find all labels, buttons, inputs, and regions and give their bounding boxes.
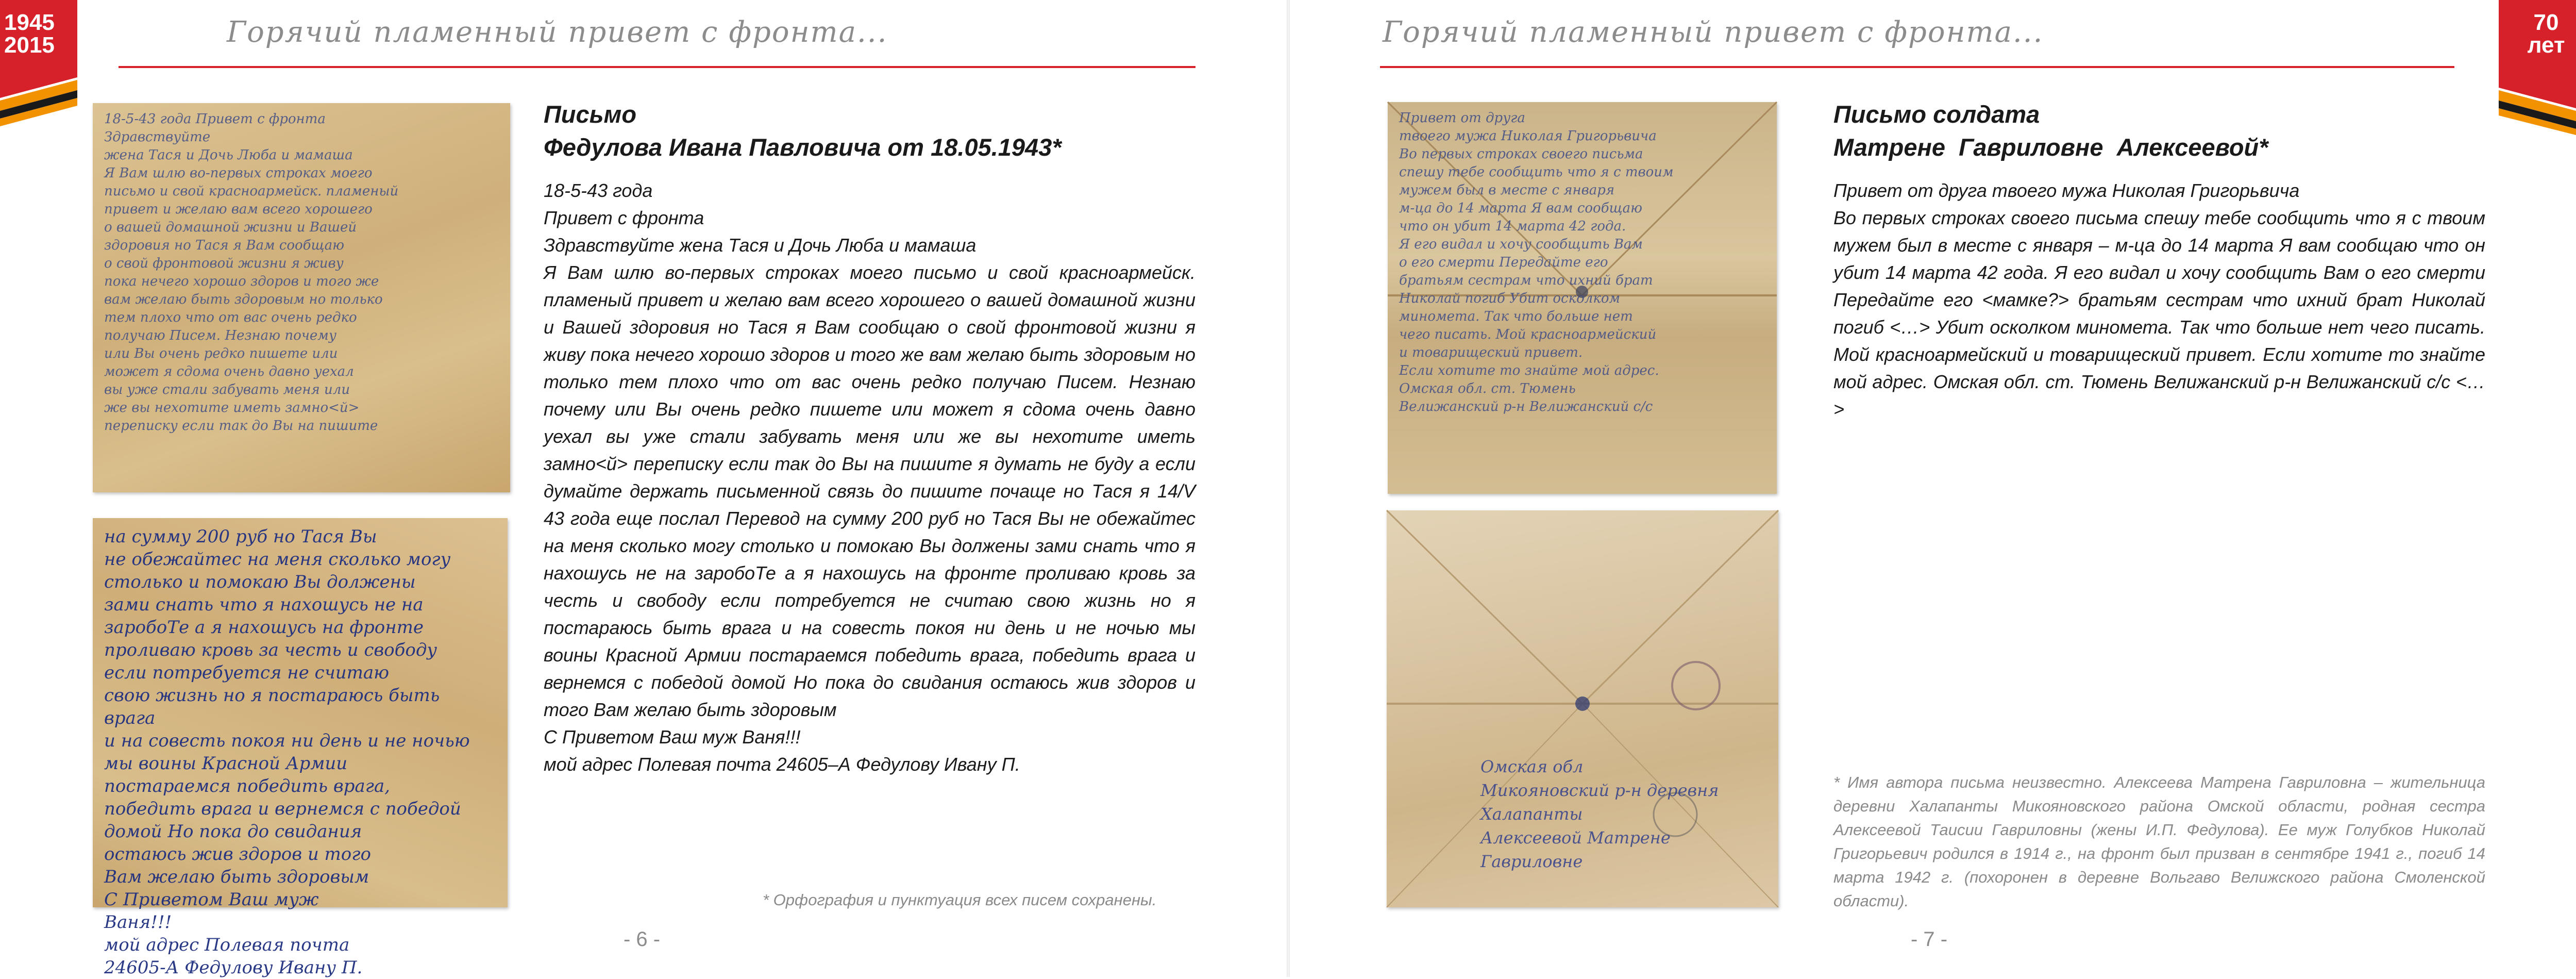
header-rule: [119, 66, 1196, 68]
letter-transcript: [1833, 177, 2485, 423]
letter-photo-envelope-outside: [1387, 510, 1778, 907]
transcript-line: Здравствуйте жена Тася и Дочь Люба и мамаша: [544, 235, 976, 256]
transcript-line: 18-5-43 года: [544, 180, 653, 201]
transcript-paragraph: Я Вам шлю во-первых строках моего письмо и свой красноармейск. пламеный привет и желаю вам всего хорошего о вашей домашной жизни и Вашей здоровия но Тася я Вам сообщаю о свой фронтовой жизни я живу пока нечего хорошо здоров и того же вам желаю быть здоровым но только тем плохо что от вас очень редко получаю Писем. Незнаю почему или Вы очень редко пишете или может я сдома очень давно уехал вы уже стали забувать меня или же вы нехотите иметь замно<й> переписку если так до Вы на пишите я думать не буду а если думайте держать письменной связь до пишите почаще но Тася я 14/V 43 года еще послал Перевод на сумму 200 руб но Тася Вы не обежайтес на меня сколько могу столько и помокаю Вы должены зами снать что я нахошусь не на заробоТе а я нахошусь на фронте проливаю кровь за честь и свободу если потребуется не считаю свою жизнь но я постараюсь быть врага и на совесть покоя ни день и не ночью мы воины Красной Армии постараемся победить врага, победить врага и вернемся с победой домой Но пока до свидания остаюсь жив здоров и того Вам желаю быть здоровым: [544, 262, 1196, 720]
transcript-line: Привет от друга твоего мужа Николая Григорьвича: [1833, 180, 2300, 201]
heading-line-2: Матрене Гавриловне Алексеевой*: [1833, 134, 2268, 161]
header-rule: [1380, 66, 2454, 68]
badge-number: 70: [2533, 10, 2559, 35]
letter-photo-page2: [93, 518, 508, 978]
badge-label: лет: [2527, 32, 2565, 58]
letter-heading: [1833, 98, 2503, 164]
page-number: - 7 -: [1911, 928, 1948, 951]
envelope-address-text: Омская обл Микояновский р-н деревня Халапанты Алексеевой Матрене Гавриловне: [1480, 757, 1719, 871]
transcript-line: мой адрес Полевая почта 24605–А Федулову Ивану П.: [544, 754, 1020, 775]
badge-year-start: 1945: [4, 10, 55, 35]
heading-line-1: Письмо: [544, 101, 637, 128]
running-head: Горячий пламенный привет с фронта...: [1383, 15, 2044, 49]
letter-heading: [544, 98, 1214, 164]
transcript-line: Привет с фронта: [544, 207, 704, 228]
anniversary-badge-left: [0, 0, 82, 103]
letter-photo-page1: [93, 103, 510, 492]
letter-transcript: [544, 177, 1196, 778]
left-page: [0, 0, 1287, 977]
handwritten-letter-text: на сумму 200 руб но Тася Вы не обежайтес на меня сколько могу столько и помокаю Вы должены зами снать что я нахошусь не на заробоТе а я нахошусь на фронте проливаю кровь за честь и свободу если потребуется не считаю свою жизнь но я постараюсь быть врага и на совесть покоя ни день и не ночью мы воины Красной Армии постараемся победить врага, победить врага и вернемся с победой домой Но пока до свидания остаюсь жив здоров и того Вам желаю быть здоровым С Приветом Ваш муж Ваня!!! мой адрес Полевая почта 24605-А Федулову Ивану П.: [104, 526, 470, 978]
letter-photo-envelope-inside: [1388, 102, 1777, 494]
anniversary-badge-right: [2494, 0, 2576, 103]
footnote: * Орфография и пунктуация всех писем сохранены.: [763, 891, 1157, 909]
transcript-paragraph: Во первых строках своего письма спешу тебе сообщить что я с твоим мужем был в месте с января – м-ца до 14 марта Я вам сообщаю что он убит 14 марта 42 года. Я его видал и хочу сообщить Вам о его смерти Передайте его <мамке?> братьям сестрам что ихний брат Николай погиб <…> Убит осколком миномета. Так что больше нет чего писать. Мой красноармейский и товарищеский привет. Если хотите то знайте мой адрес. Омская обл. ст. Тюмень Велижанский р-н Велижанский с/с <…>: [1833, 207, 2485, 420]
handwritten-letter-text: Привет от друга твоего мужа Николая Григорьвича Во первых строках своего письма спешу тебе сообщить что я с твоим мужем был в месте с января м-ца до 14 марта Я вам сообщаю что он убит 14 марта 42 года. Я его видал и хочу сообщить Вам о его смерти Передайте его братьям сестрам что ихний брат Николай погиб Убит осколком миномета. Так что больше нет чего писать. Мой красноармейский и товарищеский привет. Если хотите то знайте мой адрес. Омская обл. ст. Тюмень Велижанский р-н Велижанский с/с: [1399, 110, 1674, 414]
right-page: [1290, 0, 2576, 977]
transcript-line: С Приветом Ваш муж Ваня!!!: [544, 726, 801, 748]
footnote: * Имя автора письма неизвестно. Алексеева Матрена Гавриловна – жительница деревни Халапанты Микояновского района Омской области, родная сестра Алексеевой Таисии Гавриловны (жены И.П. Федулова). Ее муж Голубков Николай Григорьевич родился в 1914 г., на фронт был призван в сентябре 1941 г., погиб 14 марта 1942 г. (похоронен в деревне Вольгаво Велижского района Смоленской области).: [1833, 773, 2485, 910]
badge-year-end: 2015: [4, 32, 55, 58]
heading-line-2: Федулова Ивана Павловича от 18.05.1943*: [544, 134, 1062, 161]
page-number: - 6 -: [624, 928, 661, 951]
heading-line-1: Письмо солдата: [1833, 101, 2040, 128]
running-head: Горячий пламенный привет с фронта...: [227, 15, 888, 49]
handwritten-letter-text: 18-5-43 года Привет с фронта Здравствуйте жена Тася и Дочь Люба и мамаша Я Вам шлю во-первых строках моего письмо и свой красноармейск. пламеный привет и желаю вам всего хорошего о вашей домашной жизни и Вашей здоровия но Тася я Вам сообщаю о свой фронтовой жизни я живу пока нечего хорошо здоров и того же вам желаю быть здоровым но только тем плохо что от вас очень редко получаю Писем. Незнаю почему или Вы очень редко пишете или может я сдома очень давно уехал вы уже стали забувать меня или же вы нехотите иметь замно<й> переписку если так до Вы на пишите: [104, 111, 399, 434]
